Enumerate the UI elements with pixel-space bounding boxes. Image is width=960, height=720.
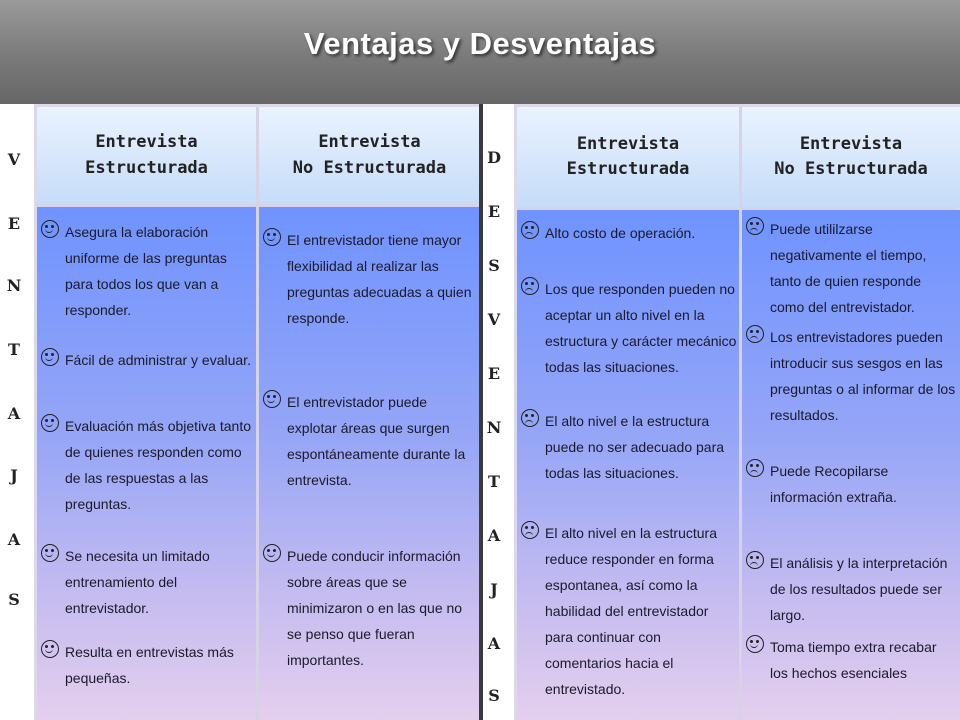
- panel-divider: [479, 104, 483, 720]
- frowning-face-icon: [746, 325, 764, 343]
- label-letter: A: [7, 530, 21, 549]
- list-item: [521, 220, 737, 246]
- header-line: Estructurada: [566, 159, 690, 179]
- list-item: [41, 543, 254, 621]
- ventajas-table: [34, 104, 480, 720]
- list-item: [263, 543, 478, 673]
- list-item: [41, 639, 254, 691]
- label-letter: J: [490, 580, 498, 599]
- item-text: Puede utililzarse negativamente el tiempo, tanto de quien responde como del entrevistador.: [770, 221, 927, 315]
- item-text: El análisis y la interpretación de los resultados puede ser largo.: [770, 555, 948, 623]
- ventajas-vertical-label: [4, 150, 24, 620]
- smiley-face-icon: [263, 544, 281, 562]
- header-unstructured: [742, 107, 960, 207]
- frowning-face-icon: [521, 409, 539, 427]
- label-letter: V: [487, 310, 501, 329]
- item-text: Se necesita un limitado entrenamiento del entrevistador.: [65, 548, 210, 616]
- header-line: Entrevista: [95, 132, 198, 152]
- label-letter: A: [487, 526, 501, 545]
- header-line: No Estructurada: [774, 159, 928, 179]
- header-unstructured: [259, 107, 480, 204]
- smiley-face-icon: [41, 348, 59, 366]
- frowning-face-icon: [746, 217, 764, 235]
- label-letter: S: [8, 590, 20, 609]
- list-item: [521, 520, 737, 702]
- item-text: El alto nivel e la estructura puede no ser adecuado para todas las situaciones.: [545, 413, 725, 481]
- label-letter: N: [486, 418, 502, 437]
- smiley-face-icon: [41, 220, 59, 238]
- frowning-face-icon: [746, 459, 764, 477]
- item-text: Alto costo de operación.: [545, 225, 696, 241]
- item-text: Puede Recopilarse información extraña.: [770, 463, 897, 505]
- header-line: Entrevista: [318, 132, 421, 152]
- label-letter: J: [10, 466, 18, 485]
- title-bar: [0, 0, 960, 104]
- frowning-face-icon: [521, 521, 539, 539]
- item-text: Resulta en entrevistas más pequeñas.: [65, 644, 234, 686]
- item-text: Los que responden pueden no aceptar un alto nivel en la estructura y carácter mecánico todas las situaciones.: [545, 281, 737, 375]
- item-text: El alto nivel en la estructura reduce responder en forma espontanea, así como la habilidad del entrevistador para continuar con comentarios hacia el entrevistado.: [545, 525, 717, 697]
- label-letter: A: [7, 404, 21, 423]
- label-letter: A: [487, 634, 501, 653]
- list-item: [263, 227, 478, 331]
- desventajas-vertical-label: [484, 148, 504, 708]
- smiley-face-icon: [263, 390, 281, 408]
- list-item: [521, 408, 737, 486]
- desventajas-table: [514, 104, 960, 720]
- header-line: Estructurada: [85, 157, 208, 178]
- list-item: [746, 216, 958, 320]
- smiley-face-icon: [263, 228, 281, 246]
- frowning-face-icon: [521, 277, 539, 295]
- desventajas-structured-cell: [517, 210, 739, 720]
- list-item: [41, 219, 254, 323]
- list-item: [746, 458, 958, 510]
- ventajas-structured-cell: [37, 207, 256, 720]
- label-letter: E: [487, 364, 501, 383]
- header-structured: [37, 107, 256, 204]
- list-item: [41, 413, 254, 517]
- frowning-face-icon: [521, 221, 539, 239]
- smiley-face-icon: [41, 544, 59, 562]
- header-structured: [517, 107, 739, 207]
- header-line: Entrevista: [576, 133, 680, 154]
- smiley-face-icon: [41, 640, 59, 658]
- item-text: Evaluación más objetiva tanto de quienes responden como de las respuestas a las preguntas.: [65, 418, 251, 512]
- smiley-face-icon: [41, 414, 59, 432]
- label-letter: E: [487, 202, 501, 221]
- list-item: [746, 634, 958, 686]
- item-text: El entrevistador puede explotar áreas que surgen espontáneamente durante la entrevista.: [287, 394, 466, 488]
- item-text: Puede conducir información sobre áreas que se minimizaron o en las que no se penso que fueran importantes.: [287, 548, 463, 668]
- label-letter: S: [488, 256, 500, 275]
- label-letter: D: [487, 148, 501, 167]
- item-text: Fácil de administrar y evaluar.: [65, 352, 251, 368]
- list-item: [746, 324, 958, 428]
- list-item: [41, 347, 254, 373]
- slide-title: Ventajas y Desventajas: [303, 26, 657, 61]
- label-letter: S: [488, 686, 500, 705]
- header-line: No Estructurada: [292, 157, 447, 178]
- item-text: El entrevistador tiene mayor flexibilidad al realizar las preguntas adecuadas a quien responde.: [287, 232, 472, 326]
- smiley-face-icon: [746, 635, 764, 653]
- item-text: Asegura la elaboración uniforme de las preguntas para todos los que van a responder.: [65, 224, 227, 318]
- ventajas-unstructured-cell: [259, 207, 480, 720]
- list-item: [521, 276, 737, 380]
- label-letter: E: [7, 214, 21, 233]
- label-letter: T: [488, 472, 500, 491]
- list-item: [746, 550, 958, 628]
- list-item: [263, 389, 478, 493]
- header-line: Entrevista: [799, 133, 903, 154]
- item-text: Los entrevistadores pueden introducir sus sesgos en las preguntas o al informar de los resultados.: [770, 329, 956, 423]
- label-letter: T: [8, 340, 20, 359]
- item-text: Toma tiempo extra recabar los hechos esenciales: [770, 639, 937, 681]
- label-letter: V: [7, 150, 21, 169]
- label-letter: N: [6, 276, 22, 295]
- frowning-face-icon: [746, 551, 764, 569]
- desventajas-unstructured-cell: [742, 210, 960, 720]
